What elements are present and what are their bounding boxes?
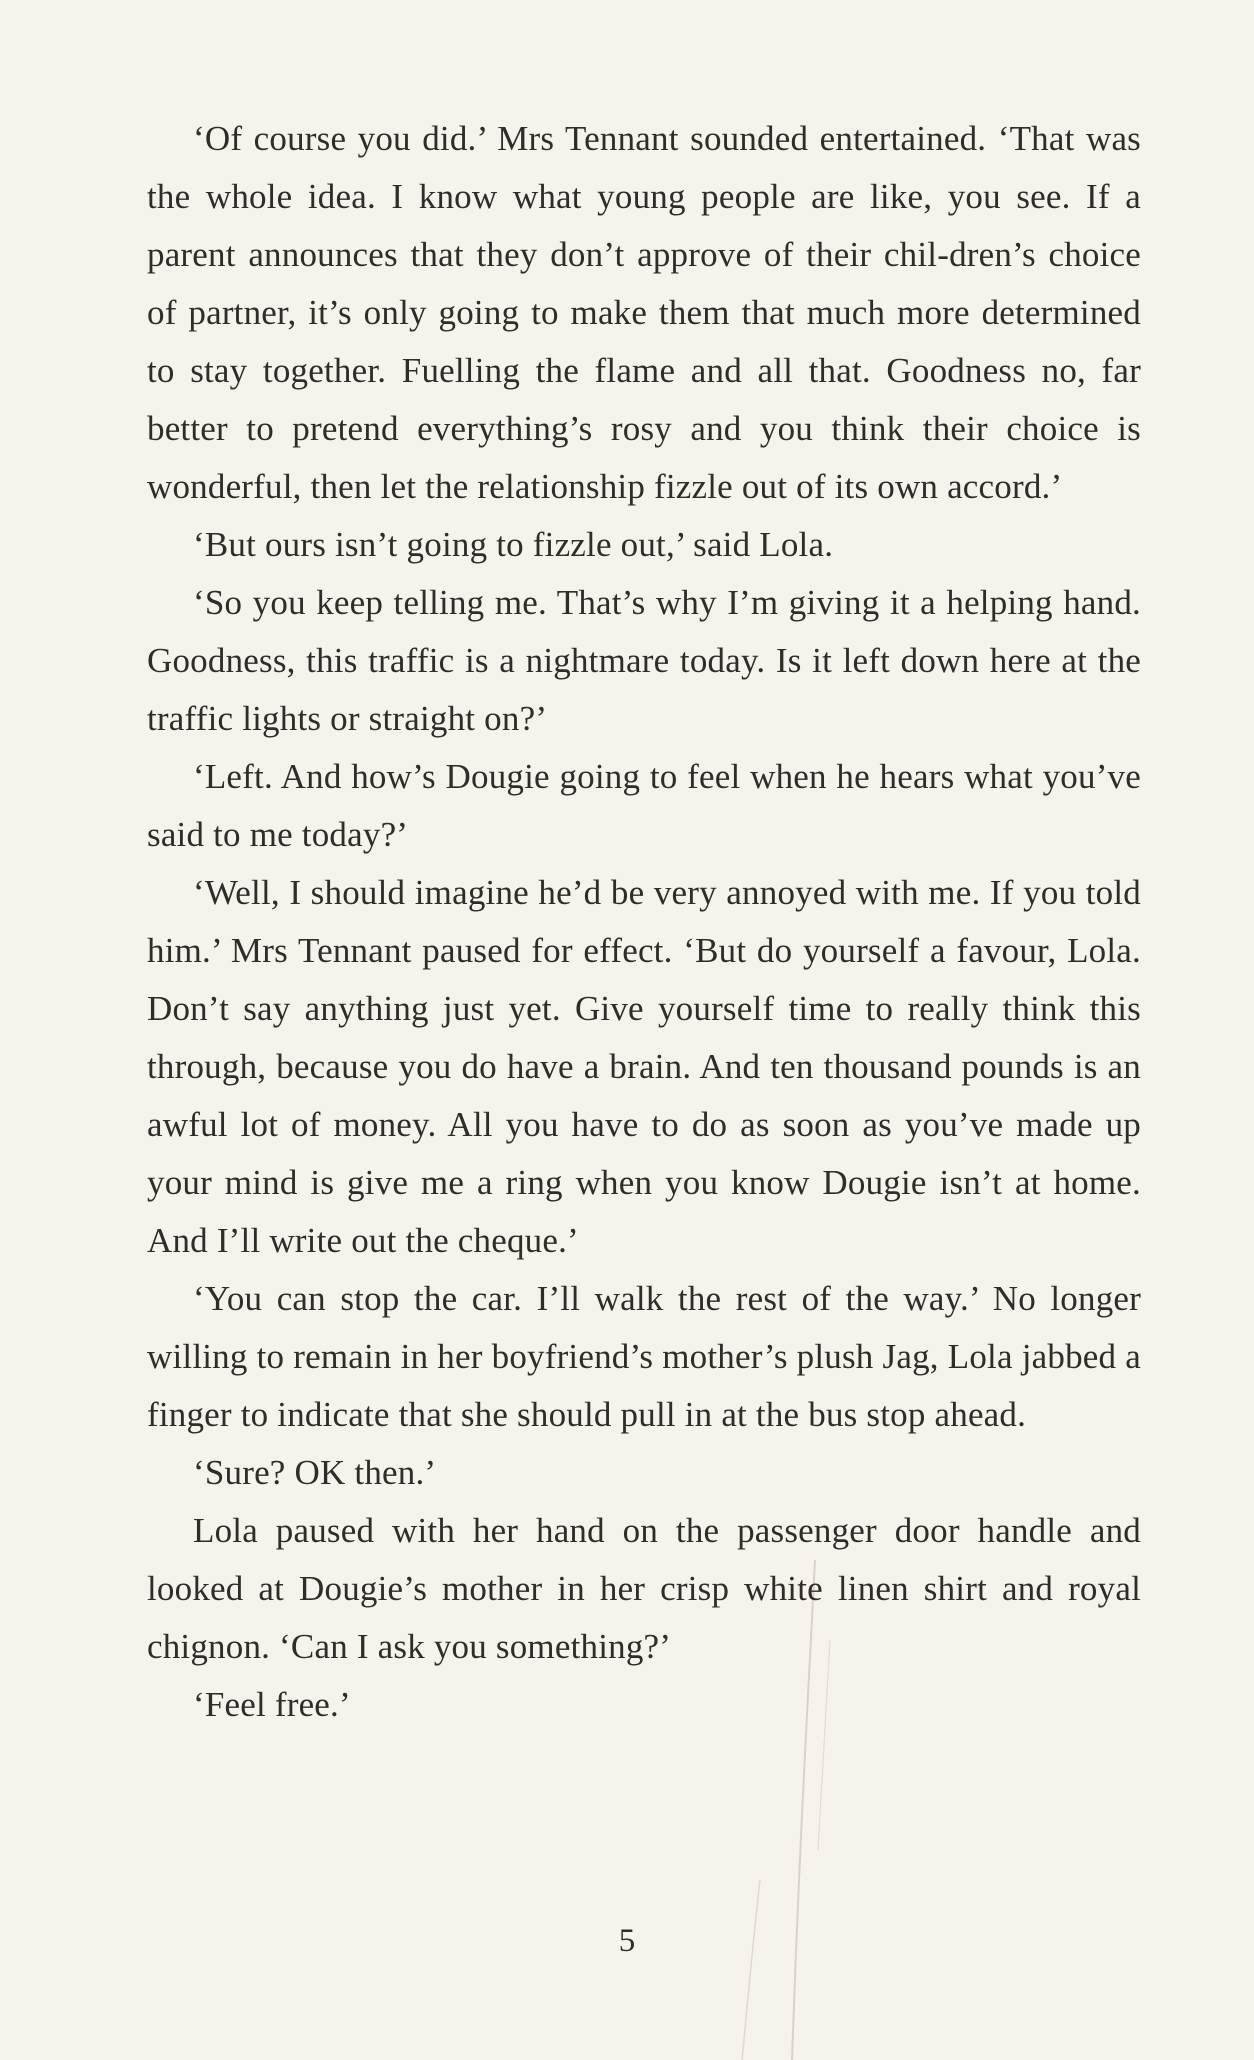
paragraph: ‘Feel free.’ xyxy=(193,1685,351,1724)
body-text xyxy=(147,110,1141,1734)
page-number: 5 xyxy=(618,1923,636,1959)
paragraph: ‘Well, I should imagine he’d be very annoyed with me. If you told him.’ Mrs Tennant paused for effect. ‘But do yourself a favour, Lola. Don’t say anything just yet. Give yourself time to really think this through, because you do have a brain. And ten thousand pounds is an awful lot of money. All you have to do as soon as you’ve made up your mind is give me a ring when you know Dougie isn’t at home. And I’ll write out the cheque.’ xyxy=(147,873,1141,1260)
paragraph: Lola paused with her hand on the passenger door handle and looked at Dougie’s mother in her crisp white linen shirt and royal chignon. ‘Can I ask you something?’ xyxy=(147,1511,1141,1666)
paragraph: ‘But ours isn’t going to fizzle out,’ said Lola. xyxy=(193,525,834,564)
paragraph: ‘Of course you did.’ Mrs Tennant sounded entertained. ‘That was the whole idea. I know what young people are like, you see. If a parent announces that they don’t approve of their chil-dren’s choice of partner, it’s only going to make them that much more determined to stay together. Fuelling the flame and all that. Goodness no, far better to pretend everything’s rosy and you think their choice is wonderful, then let the relationship fizzle out of its own accord.’ xyxy=(147,119,1141,506)
paragraph: ‘So you keep telling me. That’s why I’m giving it a helping hand. Goodness, this traffic is a nightmare today. Is it left down here at the traffic lights or straight on?’ xyxy=(147,583,1141,738)
paragraph: ‘Left. And how’s Dougie going to feel when he hears what you’ve said to me today?’ xyxy=(147,757,1141,854)
paragraph: ‘You can stop the car. I’ll walk the rest of the way.’ No longer willing to remain in her boyfriend’s mother’s plush Jag, Lola jabbed a finger to indicate that she should pull in at the bus stop ahead. xyxy=(147,1279,1141,1434)
paragraph: ‘Sure? OK then.’ xyxy=(193,1453,437,1492)
